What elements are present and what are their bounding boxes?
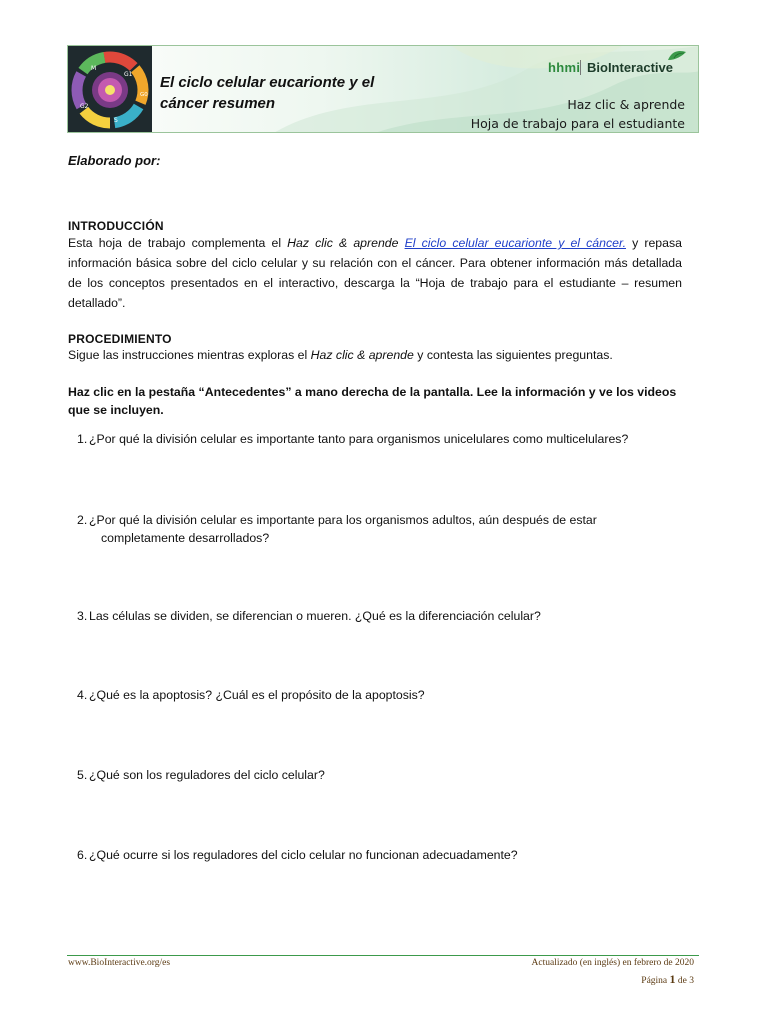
question-5: 5. ¿Qué son los reguladores del ciclo celular? [77, 768, 325, 782]
interactive-link[interactable]: El ciclo celular eucarionte y el cáncer. [404, 236, 626, 250]
leaf-icon [666, 48, 688, 62]
svg-text:G1: G1 [124, 71, 133, 78]
instruction-text: Haz clic en la pestaña “Antecedentes” a mano derecha de la pantalla. Lee la información y ve los videos que se incluyen. [68, 385, 677, 417]
svg-text:M: M [91, 65, 97, 72]
biointeractive-logo: BioInteractive [580, 60, 673, 75]
footer-updated: Actualizado (en inglés) en febrero de 2020 [531, 958, 694, 968]
svg-text:S: S [114, 117, 118, 124]
procedure-paragraph: Sigue las instrucciones mientras exploras el Haz clic & aprende y contesta las siguientes preguntas. [68, 348, 613, 362]
question-1: 1. ¿Por qué la división celular es importante tanto para organismos unicelulares como multicelulares? [77, 432, 629, 446]
worksheet-title: El ciclo celular eucarionte y el cáncer resumen [160, 74, 375, 112]
question-2: 2. ¿Por qué la división celular es importante para los organismos adultos, aún después de estar completamente desarrollados? [77, 513, 597, 545]
footer-website[interactable]: www.BioInteractive.org/es [68, 958, 171, 968]
prepared-by-label: Elaborado por: [68, 153, 161, 168]
footer-divider [67, 955, 699, 956]
subtitle-click-learn: Haz clic & aprende [567, 97, 685, 112]
question-3: 3. Las células se dividen, se diferencian o mueren. ¿Qué es la diferenciación celular? [77, 609, 541, 623]
hhmi-logo: hhmi [548, 60, 581, 75]
question-4: 4. ¿Qué es la apoptosis? ¿Cuál es el propósito de la apoptosis? [77, 688, 425, 702]
svg-text:G0: G0 [140, 92, 148, 98]
question-6: 6. ¿Qué ocurre si los reguladores del ciclo celular no funcionan adecuadamente? [77, 848, 518, 862]
procedure-heading: PROCEDIMIENTO [68, 332, 172, 346]
intro-heading: INTRODUCCIÓN [68, 219, 164, 233]
footer-page-number: Página 1 de 3 [641, 972, 694, 986]
svg-text:G2: G2 [80, 103, 89, 110]
cell-cycle-logo [68, 46, 152, 133]
intro-paragraph: Esta hoja de trabajo complementa el Haz clic & aprende El ciclo celular eucarionte y el cáncer. y repasa información básica sobre del ciclo celular y su relación con el cáncer. Para obtener información más detallada de los conceptos presentados en el interactivo, descarga la “Hoja de trabajo para el estudiante – resumen detallado”. [68, 236, 682, 310]
header-banner [67, 45, 699, 133]
subtitle-worksheet: Hoja de trabajo para el estudiante [470, 116, 685, 131]
